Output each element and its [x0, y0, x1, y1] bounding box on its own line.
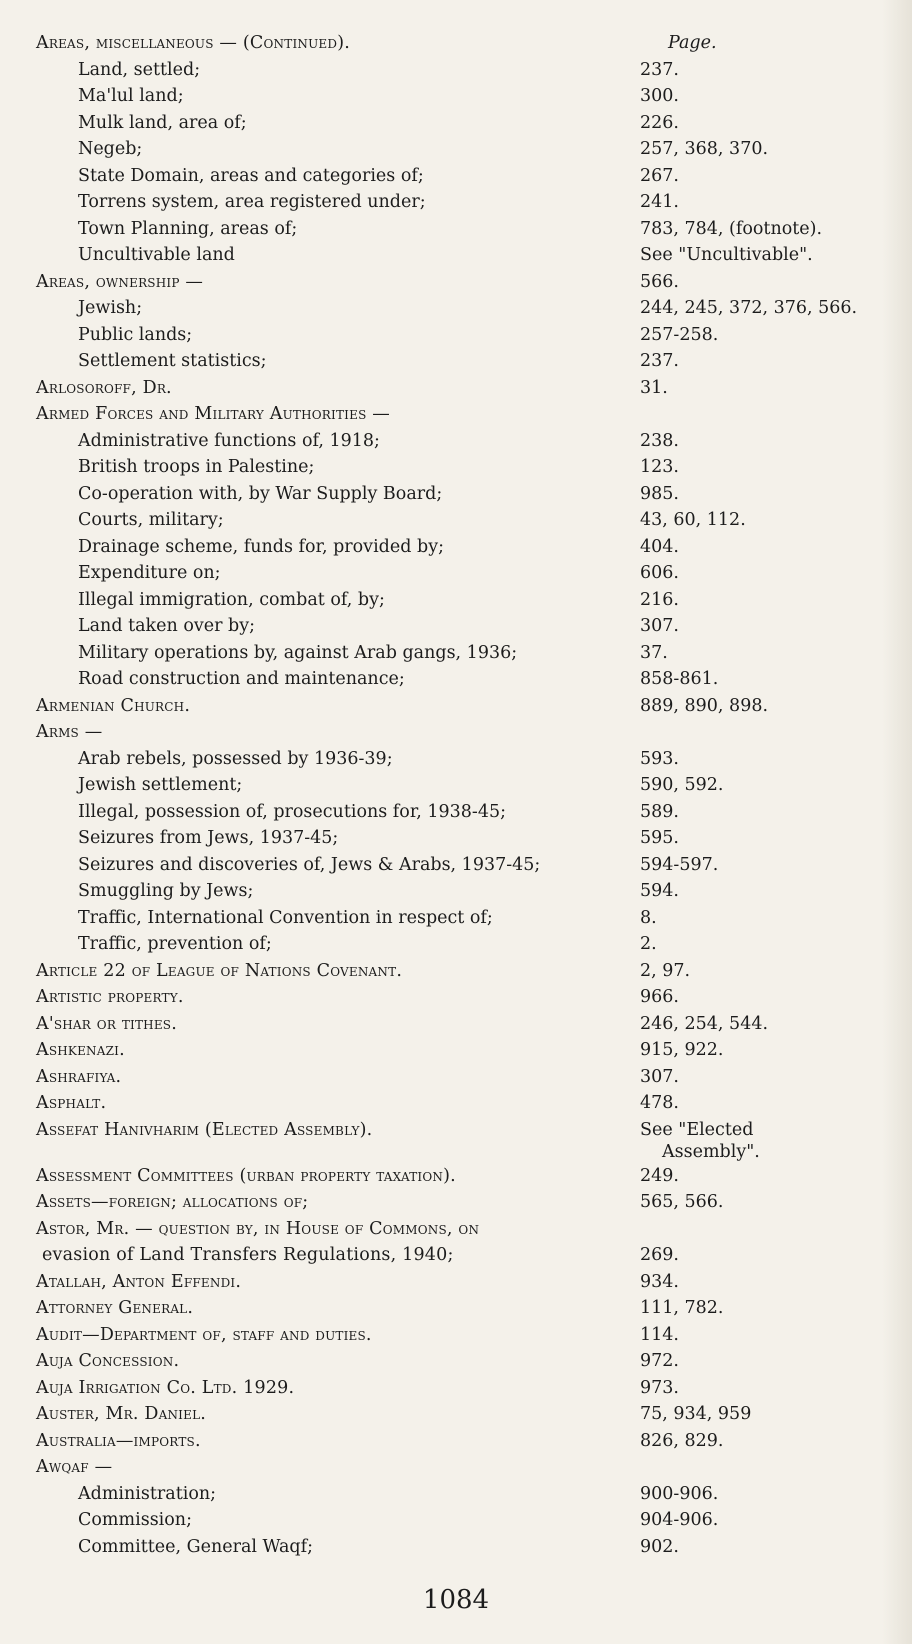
entry-subterm [78, 242, 235, 269]
entry-subterm [78, 348, 267, 375]
entry-subterm [78, 640, 517, 667]
entry-pages [640, 905, 657, 932]
index-entry [36, 772, 886, 799]
entry-subterm [78, 534, 444, 561]
entry-subterm [78, 295, 142, 322]
entry-subterm [78, 560, 221, 587]
entry-pages-text: 889, 890, 898. [640, 695, 769, 716]
entry-heading [36, 1454, 112, 1481]
entry-term-text: Astor, Mr. — question by, in House of Commons, on [36, 1218, 480, 1239]
entry-pages-text: 237. [640, 351, 679, 371]
index-entry [36, 322, 886, 349]
entry-term-text: Military operations by, against Arab gangs, 1936; [78, 642, 518, 663]
entry-pages [640, 1428, 724, 1455]
entry-term-text: Seizures from Jews, 1937-45; [78, 828, 339, 848]
entry-subterm [78, 454, 314, 481]
entry-pages [640, 613, 679, 640]
index-entry [36, 401, 886, 428]
entry-pages [640, 984, 679, 1011]
entry-subterm [78, 163, 424, 190]
entry-pages-text: 858-861. [640, 669, 719, 689]
entry-pages-text: 589. [640, 801, 679, 822]
entry-pages-text: 238. [640, 430, 679, 451]
entry-term-text: Arab rebels, possessed by 1936-39; [78, 748, 393, 769]
entry-pages-text: 244, 245, 372, 376, 566. [640, 298, 858, 318]
entry-pages-text: See "Elected [640, 1119, 754, 1140]
index-entry [36, 984, 886, 1011]
entry-term-text: Atallah, Anton Effendi. [36, 1271, 242, 1292]
entry-pages-text: 934. [640, 1271, 679, 1292]
entry-pages [640, 852, 718, 879]
entry-term-text: Courts, military; [78, 510, 224, 530]
entry-heading [36, 1428, 201, 1455]
index-entry [36, 587, 886, 614]
entry-pages [640, 799, 679, 826]
entry-pages [640, 1401, 751, 1428]
entry-term-text: Drainage scheme, funds for, provided by; [78, 536, 444, 557]
entry-pages [640, 1189, 724, 1216]
entry-pages-text: 31. [640, 377, 668, 398]
entry-term-text: Commission; [78, 1510, 192, 1530]
entry-subterm [78, 507, 224, 534]
entry-pages-text: 594-597. [640, 854, 719, 875]
entry-subterm [78, 1507, 192, 1534]
entry-pages-text: 783, 784, (footnote). [640, 218, 823, 239]
entry-pages [640, 1119, 840, 1163]
entry-subterm [78, 825, 338, 852]
entry-subterm [78, 799, 506, 826]
index-entry [36, 693, 886, 720]
index-entry [36, 1454, 886, 1481]
entry-term-text: Auja Irrigation Co. Ltd. 1929. [36, 1377, 295, 1398]
entry-term-text: Jewish settlement; [78, 775, 243, 795]
entry-pages [640, 640, 668, 667]
entry-pages [640, 1269, 679, 1296]
entry-pages [640, 1037, 724, 1064]
entry-term-text: Awqaf — [36, 1457, 113, 1477]
index-entry [36, 1216, 886, 1269]
entry-subterm [78, 852, 540, 879]
entry-term-text: Ma'lul land; [78, 86, 184, 106]
entry-term-text: Land taken over by; [78, 616, 256, 636]
index-entry [36, 878, 886, 905]
entry-pages-text: 973. [640, 1377, 679, 1398]
entry-pages-text: 566. [640, 271, 679, 292]
index-entry [36, 1117, 886, 1163]
entry-pages-text: 595. [640, 828, 679, 848]
entry-pages-text: 267. [640, 165, 679, 186]
entry-heading [36, 1322, 372, 1349]
entry-pages [640, 481, 679, 508]
entry-subterm [78, 428, 380, 455]
entry-pages [640, 825, 679, 852]
index-entry [36, 852, 886, 879]
index-entry [36, 613, 886, 640]
entry-pages [640, 1375, 679, 1402]
entry-pages [640, 110, 679, 137]
entry-heading [36, 1163, 456, 1190]
entry-term-text: Traffic, prevention of; [78, 934, 272, 954]
index-entry [36, 295, 886, 322]
entry-pages [640, 507, 746, 534]
entry-pages-text: See "Uncultivable". [640, 245, 813, 265]
entry-pages [640, 1534, 679, 1561]
entry-pages-text: 226. [640, 112, 679, 133]
entry-pages [640, 931, 657, 958]
entry-pages [640, 163, 679, 190]
entry-term-text: Armed Forces and Military Authorities — [36, 404, 390, 424]
index-entry [36, 1481, 886, 1508]
page-column-label: Page. [668, 33, 717, 53]
entry-pages [640, 1322, 679, 1349]
page-edge-shadow [882, 0, 912, 1644]
entry-pages [640, 1011, 768, 1038]
entry-pages-text: 75, 934, 959 [640, 1404, 752, 1424]
entry-pages [640, 1507, 718, 1534]
entry-pages [640, 454, 679, 481]
index-entry [36, 719, 886, 746]
entry-pages-text: 111, 782. [640, 1298, 724, 1318]
entry-heading [36, 719, 102, 746]
index-entry [36, 1269, 886, 1296]
entry-pages-text: 114. [640, 1324, 679, 1345]
index-entry [36, 799, 886, 826]
entry-term-text: Attorney General. [36, 1298, 194, 1318]
entry-pages-text: 966. [640, 987, 679, 1007]
entry-pages-text: 985. [640, 483, 679, 504]
entry-subterm [78, 666, 405, 693]
index-entry [36, 163, 886, 190]
entry-pages [640, 772, 724, 799]
entry-pages-text: 249. [640, 1165, 679, 1186]
index-entry [36, 1295, 886, 1322]
entry-term-text: Uncultivable land [78, 245, 235, 265]
entry-subterm [78, 772, 242, 799]
entry-term-text: Administrative functions of, 1918; [78, 430, 380, 451]
entry-pages-text: 565, 566. [640, 1192, 724, 1212]
entry-heading [36, 375, 172, 402]
index-entry [36, 242, 886, 269]
entry-pages-text: 826, 829. [640, 1430, 724, 1451]
index-entry [36, 481, 886, 508]
index-entry [36, 83, 886, 110]
entry-pages-text: 269. [640, 1245, 679, 1265]
entry-term-text: Ashkenazi. [36, 1040, 125, 1060]
entry-term-text: A'shar or tithes. [36, 1013, 177, 1034]
entry-term-text: Torrens system, area registered under; [78, 192, 426, 212]
index-entry [36, 110, 886, 137]
entry-term-text: Assessment Committees (urban property taxation). [36, 1165, 456, 1186]
entry-heading [36, 693, 190, 720]
entry-pages-text: 972. [640, 1351, 679, 1371]
entry-pages-text: 478. [640, 1093, 679, 1113]
entry-pages-text: 300. [640, 86, 679, 106]
entry-term-text: Auster, Mr. Daniel. [36, 1404, 207, 1424]
entry-term-text: Auja Concession. [36, 1351, 180, 1371]
entry-term-text: Mulk land, area of; [78, 112, 247, 133]
entry-term-text: Armenian Church. [36, 695, 191, 716]
index-entry [36, 216, 886, 243]
entry-pages-text: 257-258. [640, 324, 719, 345]
entry-term-text: Public lands; [78, 324, 193, 345]
entry-subterm [78, 1481, 216, 1508]
entry-pages [640, 216, 822, 243]
entry-subterm [78, 136, 142, 163]
index-entry [36, 1428, 886, 1455]
entry-pages [640, 958, 690, 985]
entry-pages [640, 1242, 679, 1269]
entry-pages-text: 257, 368, 370. [640, 139, 769, 159]
index-entry [36, 1534, 886, 1561]
entry-pages [640, 534, 679, 561]
entry-subterm [78, 931, 272, 958]
index-entry [36, 269, 886, 296]
index-entry [36, 1189, 886, 1216]
entry-term-text: Administration; [78, 1483, 217, 1504]
entry-term-text: Expenditure on; [78, 563, 221, 583]
entry-heading [36, 1269, 241, 1296]
entry-term-text: Settlement statistics; [78, 351, 267, 371]
entry-pages [640, 322, 718, 349]
entry-pages-text: 241. [640, 192, 679, 212]
entry-pages [640, 587, 679, 614]
entry-heading [36, 269, 203, 296]
entry-term-text: Assets—foreign; allocations of; [36, 1192, 309, 1212]
entry-term-text: British troops in Palestine; [78, 457, 315, 477]
entry-term-text: Australia—imports. [36, 1430, 201, 1451]
index-entry [36, 507, 886, 534]
entry-heading [36, 1189, 308, 1216]
entry-pages-text: 904-906. [640, 1510, 719, 1530]
entry-pages [640, 242, 813, 269]
index-entry [36, 746, 886, 773]
entry-term-text: State Domain, areas and categories of; [78, 165, 424, 186]
entry-heading [36, 1090, 106, 1117]
entry-pages-continuation: Assembly". [662, 1141, 760, 1162]
index-header [36, 30, 886, 57]
index-entry [36, 375, 886, 402]
entry-heading [36, 1216, 616, 1269]
entry-pages-text: 43, 60, 112. [640, 510, 746, 530]
index-entry [36, 534, 886, 561]
entry-heading [36, 1375, 294, 1402]
entry-pages-text: 606. [640, 563, 679, 583]
entry-pages [640, 269, 679, 296]
index-entry [36, 666, 886, 693]
index-entry [36, 1322, 886, 1349]
entry-heading [36, 984, 184, 1011]
entry-term-text: Article 22 of League of Nations Covenant. [36, 960, 403, 981]
entry-pages [640, 560, 679, 587]
entry-pages [640, 1481, 718, 1508]
index-entry [36, 1507, 886, 1534]
entry-pages-text: 404. [640, 536, 679, 557]
entry-pages-text: 246, 254, 544. [640, 1013, 769, 1034]
entry-pages [640, 375, 668, 402]
index-entry [36, 1090, 886, 1117]
index-entry [36, 454, 886, 481]
index-entry [36, 189, 886, 216]
page-number: 1084 [422, 1585, 490, 1615]
entry-pages [640, 878, 679, 905]
entry-heading [36, 958, 402, 985]
entry-pages [640, 83, 679, 110]
index-entry [36, 57, 886, 84]
entry-subterm [78, 481, 442, 508]
entry-pages-text: 590, 592. [640, 775, 724, 795]
entry-subterm [78, 83, 184, 110]
entry-pages [640, 189, 679, 216]
entry-pages-text: 307. [640, 1066, 679, 1087]
entry-subterm [78, 57, 200, 84]
entry-term-text: Jewish; [78, 298, 143, 318]
entry-pages-text: 237. [640, 59, 679, 80]
index-entry [36, 1401, 886, 1428]
entry-term-text: Illegal, possession of, prosecutions for, 1938-45; [78, 801, 507, 822]
entry-term-text: Asphalt. [36, 1093, 107, 1113]
entry-pages [640, 746, 679, 773]
entry-term-text: Road construction and maintenance; [78, 669, 405, 689]
entry-subterm [78, 110, 247, 137]
entry-pages [640, 666, 718, 693]
entry-subterm [78, 189, 426, 216]
entry-pages [640, 428, 679, 455]
entry-subterm [78, 322, 192, 349]
entry-term-text: Negeb; [78, 139, 143, 159]
entry-pages-text: 900-906. [640, 1483, 719, 1504]
index-entry [36, 136, 886, 163]
entry-term-text: Areas, ownership — [36, 271, 204, 292]
entry-pages-text: 37. [640, 642, 668, 663]
index-entry [36, 958, 886, 985]
entry-pages [640, 57, 679, 84]
entry-pages-text: 307. [640, 616, 679, 636]
continued-heading: Areas, miscellaneous — (Continued). [36, 33, 350, 53]
entry-heading [36, 1117, 372, 1144]
entry-heading [36, 1064, 121, 1091]
entry-pages [640, 348, 679, 375]
entry-term-text: Traffic, International Convention in respect of; [78, 907, 493, 928]
index-entry [36, 428, 886, 455]
index-entry [36, 905, 886, 932]
entry-pages [640, 1090, 679, 1117]
entry-term-text: Co-operation with, by War Supply Board; [78, 483, 443, 504]
index-list [36, 30, 886, 1560]
entry-term-continuation: evasion of Land Transfers Regulations, 1940; [42, 1245, 454, 1265]
entry-heading [36, 1011, 177, 1038]
index-entry [36, 931, 886, 958]
entry-term-text: Town Planning, areas of; [78, 218, 298, 239]
entry-pages [640, 693, 768, 720]
entry-pages-text: 8. [640, 907, 657, 928]
entry-subterm [78, 216, 297, 243]
entry-term-text: Audit—Department of, staff and duties. [36, 1324, 372, 1345]
entry-term-text: Seizures and discoveries of, Jews & Arabs, 1937-45; [78, 854, 541, 875]
entry-pages-text: 2. [640, 934, 657, 954]
entry-heading [36, 1295, 193, 1322]
entry-subterm [78, 878, 253, 905]
entry-term-text: Artistic property. [36, 987, 184, 1007]
entry-pages-text: 593. [640, 748, 679, 769]
entry-pages [640, 1163, 679, 1190]
entry-heading [36, 1348, 179, 1375]
entry-pages-text: 2, 97. [640, 960, 691, 981]
entry-pages [640, 1348, 679, 1375]
entry-pages [640, 295, 857, 322]
entry-pages-text: 902. [640, 1536, 679, 1557]
entry-subterm [78, 905, 493, 932]
index-entry [36, 1037, 886, 1064]
index-entry [36, 1375, 886, 1402]
entry-heading [36, 1037, 125, 1064]
entry-subterm [78, 746, 393, 773]
index-entry [36, 1011, 886, 1038]
entry-term-text: Committee, General Waqf; [78, 1536, 314, 1557]
entry-pages-text: 915, 922. [640, 1040, 724, 1060]
index-entry [36, 348, 886, 375]
entry-pages-text: 123. [640, 457, 679, 477]
entry-subterm [78, 1534, 313, 1561]
index-entry [36, 1348, 886, 1375]
entry-subterm [78, 587, 385, 614]
index-entry [36, 640, 886, 667]
entry-subterm [78, 613, 255, 640]
entry-pages [640, 1295, 724, 1322]
entry-term-text: Illegal immigration, combat of, by; [78, 589, 385, 610]
entry-pages [640, 1064, 679, 1091]
entry-term-text: Smuggling by Jews; [78, 881, 254, 901]
entry-term-text: Assefat Hanivharim (Elected Assembly). [36, 1119, 373, 1140]
entry-pages-text: 594. [640, 881, 679, 901]
index-entry [36, 1064, 886, 1091]
index-entry [36, 1163, 886, 1190]
entry-term-text: Arlosoroff, Dr. [36, 377, 172, 398]
entry-term-text: Ashrafiya. [36, 1066, 122, 1087]
entry-pages [640, 136, 768, 163]
index-entry [36, 560, 886, 587]
entry-heading [36, 1401, 206, 1428]
index-entry [36, 825, 886, 852]
entry-term-text: Arms — [36, 722, 103, 742]
entry-pages-text: 216. [640, 589, 679, 610]
entry-term-text: Land, settled; [78, 59, 201, 80]
entry-heading [36, 401, 390, 428]
index-entries [36, 57, 886, 1561]
